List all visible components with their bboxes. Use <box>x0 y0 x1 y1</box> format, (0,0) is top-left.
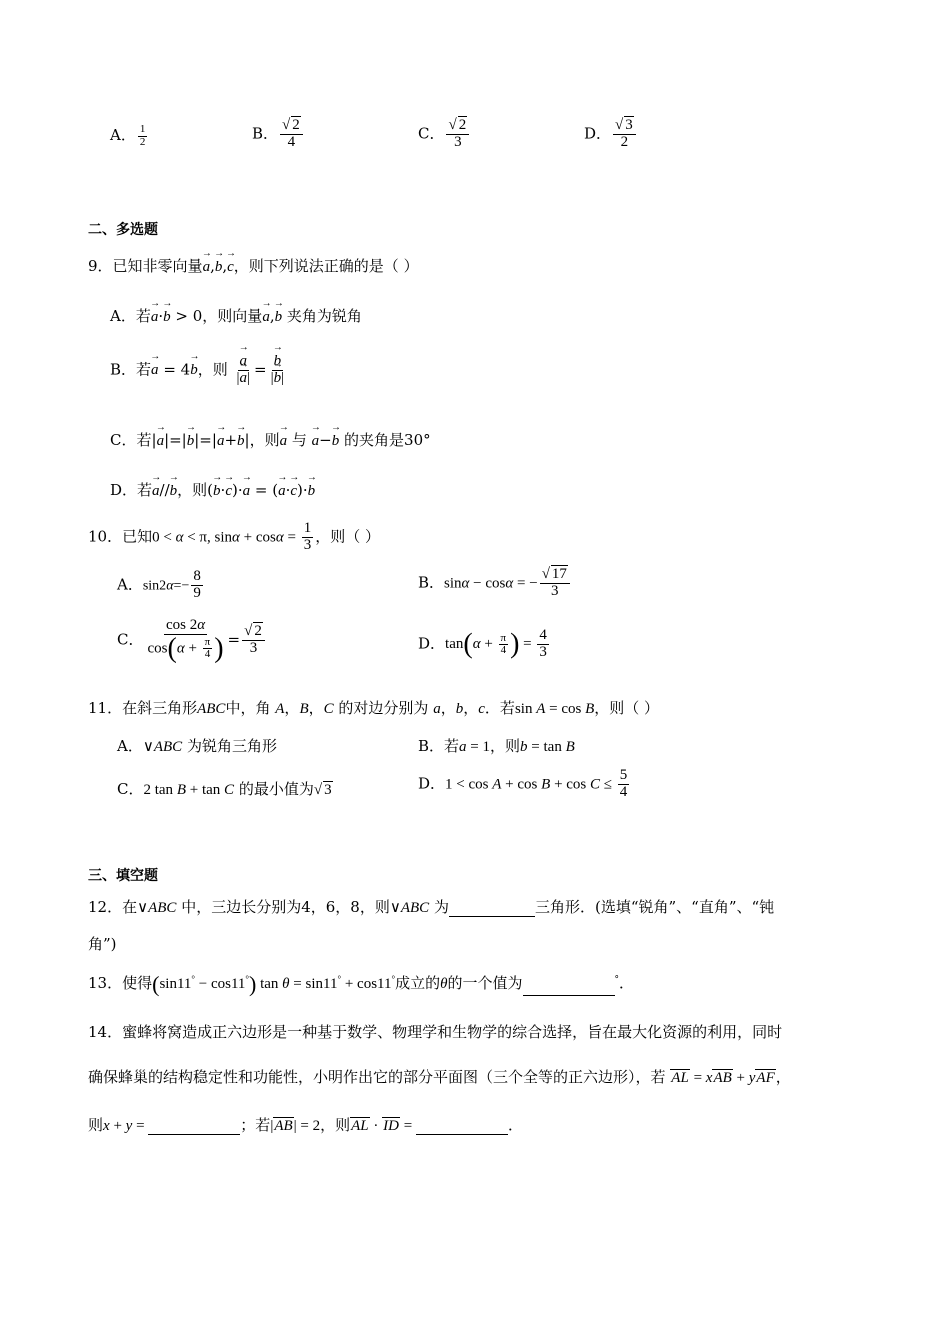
q11-option-c: C．2 tan B + tan C 的最小值为√ 3 <box>117 780 332 798</box>
q10-option-d: D．tan(α + $\frac{\pi}{4}$ ) = $\frac{4}{3}$ <box>418 627 547 660</box>
q10-option-a: A．sin2α=− $\frac{8}{9}$ <box>117 568 201 601</box>
q10-option-b: B．sinα − cosα = − $\frac{√ 17}{3}$ <box>418 567 572 600</box>
q13-stem: 13．使得(sin11° − cos11°) tan θ = sin11° + cos11°成立的θ的一个值为 °． <box>88 971 635 997</box>
q8-option-d: D． $\frac{√ 3}{2}$ <box>584 118 638 151</box>
q10-stem: 10．已知0 < α < π, sinα + cosα = $\frac{1}{3}$ ，则（ ） <box>88 520 380 553</box>
q14-line3: 则x + y = ；若|AB| = 2，则AL · ID = ． <box>88 1116 523 1134</box>
q12-line2: 角”) <box>88 935 117 953</box>
q11-option-d: D．1 < cos A + cos B + cos C ≤ $\frac{5}{4}$ <box>418 767 628 800</box>
q8-option-c: C． $\frac{√ 2}{3}$ <box>418 118 471 151</box>
q9-option-c: C．若|→ a|=|→ b|=|→ a+→ b|，则→ a 与 → a−→ b 的夹角是30° <box>110 429 431 450</box>
q14-line1: 14．蜜蜂将窝造成正六边形是一种基于数学、物理学和生物学的综合选择，旨在最大化资源的利用，同时 <box>88 1023 783 1041</box>
section-title-multiple-choice: 二、多选题 <box>88 222 158 238</box>
q9-option-d: D．若→ a//→ b，则(→ b·→ c)·→ a = (→ a·→ c)·→ b <box>110 479 315 500</box>
q8-option-a: A． $\frac{1}{2}$ <box>110 123 146 148</box>
q9-option-b: B．若→ a = 4→ b，则 → $\frac{a}{|\to a|}$ = → $\frac{b}{|\to b|}$ <box>110 354 288 387</box>
q9-stem: 9．已知非零向量→ a,→ b,→ c，则下列说法正确的是（ ） <box>88 255 419 276</box>
q14-line2: 确保蜂巢的结构稳定性和功能性，小明作出它的部分平面图（三个全等的正六边形），若 AL = xAB + yAF， <box>88 1068 791 1086</box>
q8-option-b: B． $\frac{√ 2}{4}$ <box>252 118 305 151</box>
q11-stem: 11．在斜三角形ABC中，角 A，B，C 的对边分别为 a，b，c．若sin A = cos B，则（ ） <box>88 699 660 717</box>
q9-option-a: A．若→ a·→ b > 0，则向量→ a,→ b 夹角为锐角 <box>110 305 362 326</box>
q11-option-a: A．∨ABC 为锐角三角形 <box>117 737 277 755</box>
q10-option-c: C． cos 2α cos(α + $\frac{\pi}{4}$ ) = $\frac{√ 2}{3}$ <box>117 618 267 663</box>
q12-line1: 12．在∨ABC 中，三边长分别为4，6，8，则∨ABC 为 三角形．(选填“锐角”、“直角”、“钝 <box>88 898 775 916</box>
section-title-fill-in: 三、填空题 <box>88 868 158 884</box>
q11-option-b: B．若a = 1，则b = tan B <box>418 737 575 755</box>
